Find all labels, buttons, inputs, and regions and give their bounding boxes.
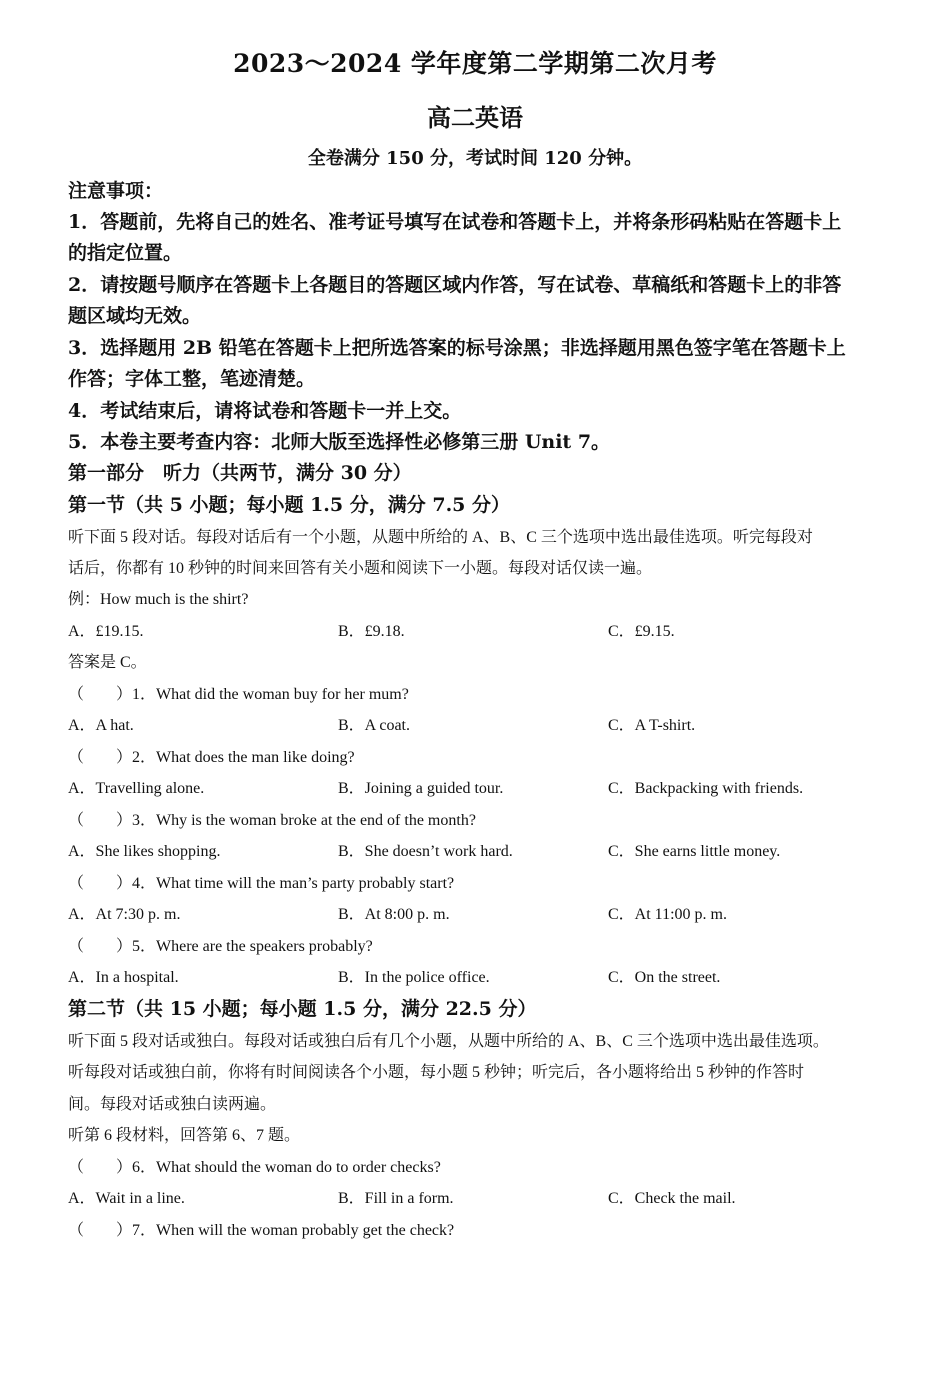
section2-instruction-line-1: 听下面 5 段对话或独白。每段对话或独白后有几个小题，从题中所给的 A、B、C 三个选项中选出最佳选项。 (68, 1033, 829, 1050)
question-3: （ ）3．Why is the woman broke at the end of the month? (68, 812, 476, 829)
question-2: （ ）2．What does the man like doing? (68, 749, 355, 766)
notice-item-5: 5．本卷主要考查内容：北师大版至选择性必修第三册 Unit 7。 (68, 431, 611, 453)
example-option-c: C．£9.15. (608, 623, 675, 640)
example-answer: 答案是 C。 (68, 654, 147, 671)
section2-instruction-line-3: 间。每段对话或独白读两遍。 (68, 1096, 277, 1113)
material-6-note: 听第 6 段材料，回答第 6、7 题。 (68, 1127, 301, 1144)
question-2-option-a: A．Travelling alone. (68, 780, 205, 797)
notice-item-3-line-1: 3．选择题用 2B 铅笔在答题卡上把所选答案的标号涂黑；非选择题用黑色签字笔在答题卡上 (68, 337, 846, 359)
question-7: （ ）7．When will the woman probably get the check? (68, 1222, 455, 1239)
question-3-option-a: A．She likes shopping. (68, 843, 221, 860)
question-2-option-c: C．Backpacking with friends. (608, 780, 804, 797)
part1-heading: 第一部分 听力（共两节，满分 30 分） (68, 462, 412, 484)
question-5-option-b: B．In the police office. (338, 969, 490, 986)
question-5: （ ）5．Where are the speakers probably? (68, 938, 373, 955)
section1-instruction-line-2: 话后，你都有 10 秒钟的时间来回答有关小题和阅读下一小题。每段对话仅读一遍。 (68, 560, 653, 577)
notice-item-3-line-2: 作答；字体工整，笔迹清楚。 (68, 368, 316, 390)
full-score-note: 全卷满分 150 分，考试时间 120 分钟。 (307, 148, 643, 169)
question-5-option-a: A．In a hospital. (68, 969, 179, 986)
exam-subject: 高二英语 (427, 103, 523, 132)
question-6-option-a: A．Wait in a line. (68, 1190, 185, 1207)
question-4-option-c: C．At 11:00 p. m. (608, 906, 727, 923)
question-1-option-a: A．A hat. (68, 717, 134, 734)
example-option-a: A．£19.15. (68, 623, 144, 640)
notice-item-2-line-2: 题区域均无效。 (68, 305, 202, 327)
notice-item-2-line-1: 2．请按题号顺序在答题卡上各题目的答题区域内作答，写在试卷、草稿纸和答题卡上的非答 (68, 274, 842, 296)
notice-item-1-line-1: 1．答题前，先将自己的姓名、准考证号填写在试卷和答题卡上，并将条形码粘贴在答题卡上 (68, 211, 842, 233)
notice-item-4: 4．考试结束后，请将试卷和答题卡一并上交。 (68, 400, 462, 422)
question-4-option-b: B．At 8:00 p. m. (338, 906, 450, 923)
notice-heading: 注意事项： (68, 180, 164, 202)
question-2-option-b: B．Joining a guided tour. (338, 780, 504, 797)
notice-item-1-line-2: 的指定位置。 (68, 242, 183, 264)
question-3-option-c: C．She earns little money. (608, 843, 781, 860)
question-1: （ ）1．What did the woman buy for her mum? (68, 686, 409, 703)
question-6: （ ）6．What should the woman do to order checks? (68, 1159, 441, 1176)
section2-heading: 第二节（共 15 小题；每小题 1.5 分，满分 22.5 分） (68, 998, 537, 1020)
question-6-option-b: B．Fill in a form. (338, 1190, 454, 1207)
section1-instruction-line-1: 听下面 5 段对话。每段对话后有一个小题，从题中所给的 A、B、C 三个选项中选出最佳选项。听完每段对 (68, 529, 813, 546)
example-question: 例：How much is the shirt? (68, 591, 249, 608)
question-3-option-b: B．She doesn’t work hard. (338, 843, 513, 860)
section2-instruction-line-2: 听每段对话或独白前，你将有时间阅读各个小题，每小题 5 秒钟；听完后，各小题将给出 5 秒钟的作答时 (68, 1064, 805, 1081)
question-1-option-b: B．A coat. (338, 717, 410, 734)
question-1-option-c: C．A T-shirt. (608, 717, 696, 734)
section1-heading: 第一节（共 5 小题；每小题 1.5 分，满分 7.5 分） (68, 494, 511, 516)
example-option-b: B．£9.18. (338, 623, 405, 640)
question-6-option-c: C．Check the mail. (608, 1190, 736, 1207)
exam-title: 2023～2024 学年度第二学期第二次月考 (233, 49, 717, 78)
question-5-option-c: C．On the street. (608, 969, 721, 986)
question-4-option-a: A．At 7:30 p. m. (68, 906, 181, 923)
question-4: （ ）4．What time will the man’s party probably start? (68, 875, 455, 892)
